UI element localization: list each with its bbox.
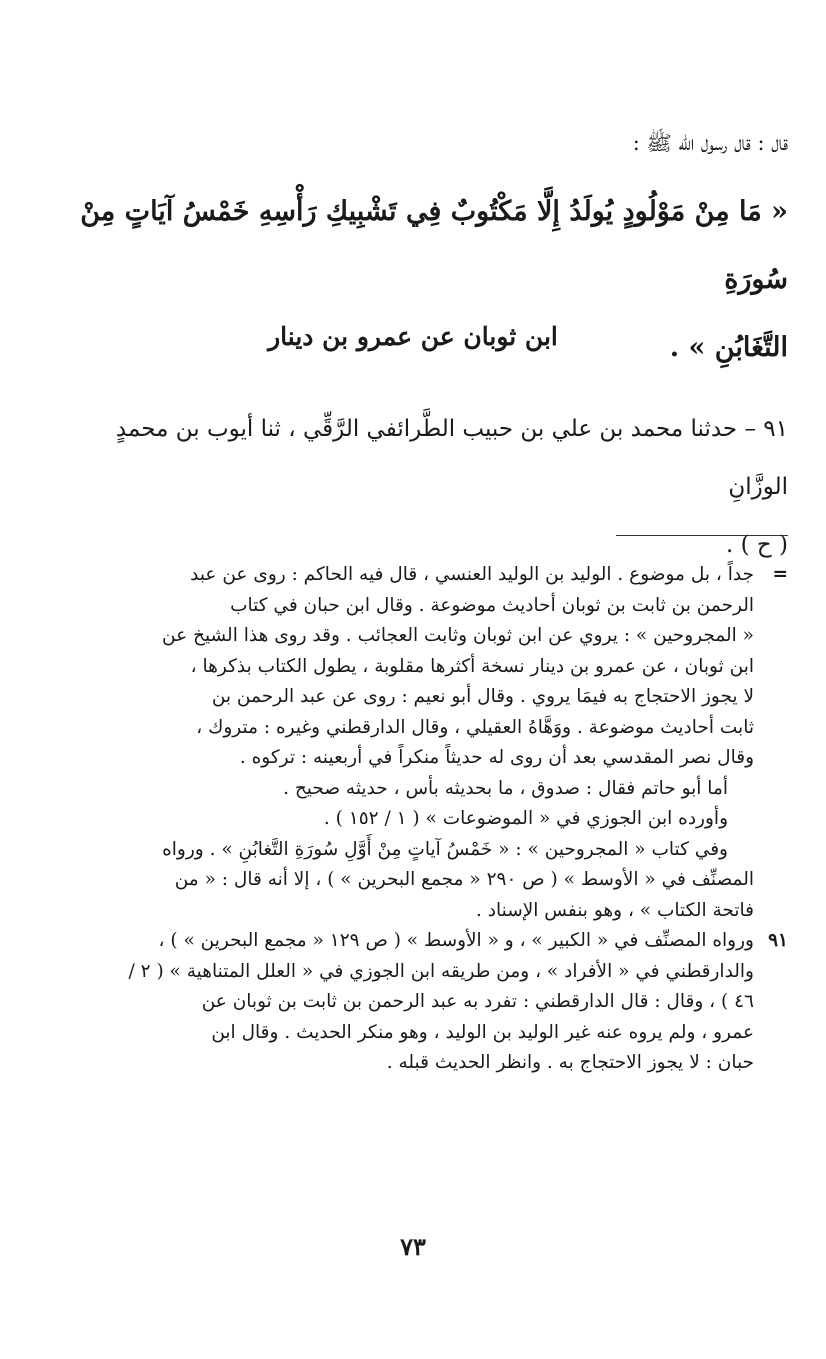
footnote-line: وقال نصر المقدسي بعد أن روى له حديثاً منكراً في أربعينه : تركوه .	[239, 747, 754, 768]
intro-line: قال : قال رسول الله ﷺ :	[632, 131, 788, 155]
footnote-line: الرحمن بن ثابت بن ثوبان أحاديث موضوعة . وقال ابن حبان في كتاب	[230, 594, 754, 616]
footnote-line: عمرو ، ولم يروه عنه غير الوليد بن الوليد ، وهو منكر الحديث . وقال ابن	[211, 1021, 754, 1043]
footnote-continuation	[38, 560, 788, 926]
footnote-line: ابن ثوبان ، عن عمرو بن دينار نسخة أكثرها مقلوبة ، يطول الكتاب بذكرها ،	[190, 655, 754, 677]
footnote-line: وفي كتاب « المجروحين » : « خَمْسُ آياتٍ مِنْ أَوَّلِ سُورَةِ التَّغابُنِ » . ورواه	[162, 838, 728, 860]
hadith-line-2: التَّغَابُنِ » .	[669, 332, 788, 363]
page-number: ٧٣	[400, 1232, 426, 1261]
footnote-line: ثابت أحاديث موضوعة . ووَهَّاهُ العقيلي ، وقال الدارقطني وغيره : متروك ،	[196, 716, 754, 738]
narration-line-1: ٩١ – حدثنا محمد بن علي بن حبيب الطَّرائفي الرَّقِّي ، ثنا أيوب بن محمدٍ الوزَّانِ	[115, 416, 788, 500]
footnote-line: جداً ، بل موضوع . الوليد بن الوليد العنسي ، قال فيه الحاكم : روى عن عبد	[190, 564, 754, 585]
hadith-text	[73, 178, 788, 382]
footnote-line: المصنِّف في « الأوسط » ( ص ٢٩٠ « مجمع البحرين » ) ، إلا أنه قال : « من	[174, 869, 754, 890]
footnote-line: وأورده ابن الجوزي في « الموضوعات » ( ١ / ١٥٢ ) .	[323, 808, 728, 829]
footnote-line: « المجروحين » : يروي عن ابن ثوبان وثابت العجائب . وقد روى هذا الشيخ عن	[162, 625, 754, 646]
narration-line-2: ( ح ) .	[725, 532, 788, 558]
footnote-line: فاتحة الكتاب » ، وهو بنفس الإسناد .	[475, 899, 754, 921]
footnote-line: لا يجوز الاحتجاج به فيمَا يروي . وقال أبو نعيم : روى عن عبد الرحمن بن	[211, 686, 754, 707]
footnote-line: ورواه المصنِّف في « الكبير » ، و « الأوسط » ( ص ١٢٩ « مجمع البحرين » ) ،	[158, 930, 754, 951]
footnote-91	[38, 926, 788, 1079]
footnote-line: أما أبو حاتم فقال : صدوق ، ما بحديثه بأس ، حديثه صحيح .	[283, 777, 728, 799]
section-heading: ابن ثوبان عن عمرو بن دينار	[268, 322, 558, 351]
footnotes	[38, 560, 788, 1079]
hadith-line-1: « مَا مِنْ مَوْلُودٍ يُولَدُ إِلَّا مَكْتُوبٌ فِي تَشْبِيكِ رَأْسِهِ خَمْسُ آيَاتٍ مِنْ سُورَةِ	[80, 196, 788, 295]
continuation-mark: =	[772, 564, 788, 585]
footnote-line: حبان : لا يجوز الاحتجاج به . وانظر الحديث قبله .	[386, 1052, 754, 1073]
footnote-number: ٩١	[768, 930, 788, 951]
footnote-divider	[616, 535, 788, 536]
footnote-line: ٤٦ ) ، وقال : قال الدارقطني : تفرد به عبد الرحمن بن ثابت بن ثوبان عن	[201, 991, 754, 1012]
footnote-line: والدارقطني في « الأفراد » ، ومن طريقه ابن الجوزي في « العلل المتناهية » ( ٢ /	[128, 960, 754, 982]
narration-91	[68, 400, 788, 574]
